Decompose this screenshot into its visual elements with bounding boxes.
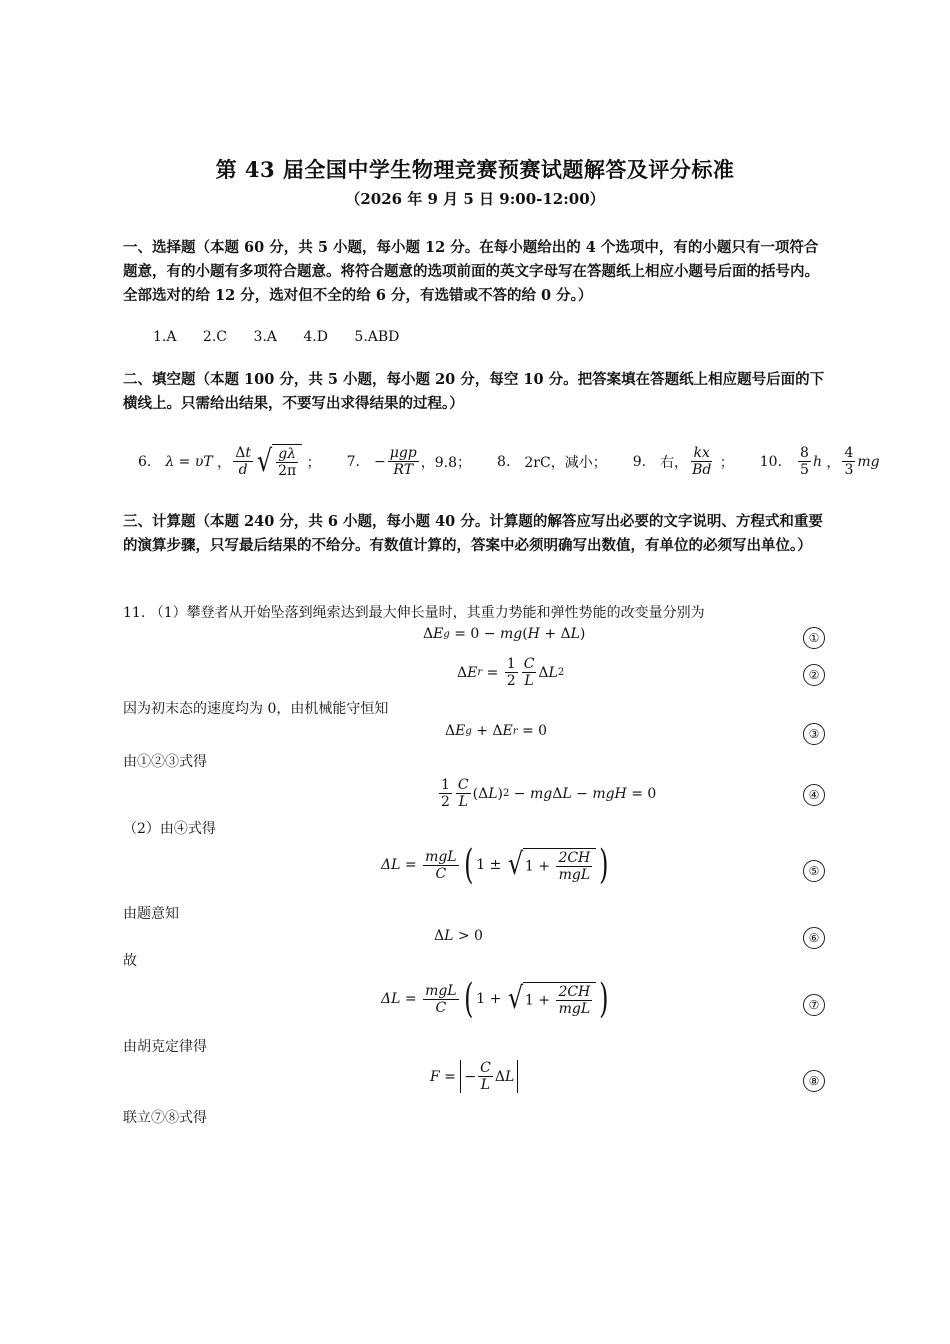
eq-number-6: ⑥: [803, 927, 825, 949]
section2-instructions: 二、填空题（本题 100 分，共 5 小题，每小题 20 分，每空 10 分。把答案填在答题纸上相应题号后面的下横线上。只需给出结果，不要写出求得结果的过程。）: [123, 371, 825, 412]
page-title: 第 43 届全国中学生物理竞赛预赛试题解答及评分标准: [215, 157, 735, 182]
therefore-text: 故: [123, 953, 137, 969]
problem11-intro: 11. （1）攀登者从开始坠落到绳索达到最大伸长量时，其重力势能和弹性势能的改变量分别为: [123, 605, 705, 621]
section1-answers: [153, 329, 421, 345]
eq-number-3: ③: [803, 723, 825, 745]
equation-5: ΔL = $\frac{\text{mgL}}{C}$ ( 1 ± √ 1 + $\frac{2CH}{\text{mgL}}$ ): [381, 842, 609, 888]
equation-6: Δ L > 0: [434, 928, 483, 944]
eq-number-4: ④: [803, 784, 825, 806]
answer-2: 2.C: [202, 329, 227, 345]
section1-instructions: 一、选择题（本题 60 分，共 5 小题，每小题 12 分。在每小题给出的 4 个选项中，有的小题只有一项符合题意，有的小题有多项符合题意。将符合题意的选项前面的英文字母写在答题纸上相应小题号后面的括号内。全部选对的给 12 分，选对但不全的给 6 分，有选错或不答的给 0 分。）: [123, 239, 819, 304]
equation-4: $\frac{1}{2}$ $\frac{C}{L}$ (Δ L ) 2 − mg Δ L − mgH = 0: [441, 777, 657, 810]
energy-conservation-text: 因为初末态的速度均为 0，由机械能守恒知: [123, 701, 389, 717]
answer-9: 9. 右， $\frac{kx}{Bd}$ ；: [632, 445, 734, 478]
eq-number-1: ①: [803, 627, 825, 649]
known-text: 由题意知: [123, 906, 179, 922]
equation-3: Δ E g + Δ E r = 0: [445, 723, 548, 739]
eq-number-5: ⑤: [803, 860, 825, 882]
eq-number-7: ⑦: [803, 994, 825, 1016]
equation-2: Δ E r = $\frac{1}{2}$ $\frac{C}{L}$ Δ L 2: [457, 656, 565, 689]
combine-text: 联立⑦⑧式得: [123, 1110, 207, 1126]
hooke-text: 由胡克定律得: [123, 1039, 207, 1055]
equation-7: ΔL = $\frac{\text{mgL}}{C}$ ( 1 + √ 1 + $\frac{2CH}{\text{mgL}}$ ): [381, 976, 609, 1022]
answer-6: 6. λ = υT ， $\frac{\Delta t}{d}$ √ $\frac{g\lambda}{2\pi}$ ；: [138, 443, 321, 479]
fill-answers: [138, 444, 906, 479]
exam-date: （2026 年 9 月 5 日 9:00-12:00）: [345, 190, 605, 208]
answer-3: 3.A: [253, 329, 277, 345]
answer-4: 4.D: [303, 329, 328, 345]
equation-8: F = − $\frac{C}{L}$ Δ L: [430, 1060, 518, 1093]
eq-number-8: ⑧: [803, 1070, 825, 1092]
from-123-text: 由①②③式得: [123, 754, 207, 770]
answer-1: 1.A: [153, 329, 177, 345]
part2-text: （2）由④式得: [123, 821, 216, 837]
section3-instructions: 三、计算题（本题 240 分，共 6 小题，每小题 40 分。计算题的解答应写出必要的文字说明、方程式和重要的演算步骤，只写最后结果的不给分。有数值计算的，答案中必须明确写出数值，有单位的必须写出单位。）: [123, 513, 823, 554]
answer-8: 8. 2rC，减小；: [497, 453, 607, 471]
answer-7: 7. − $\frac{\text{μgp}}{RT}$ ，9.8；: [346, 445, 472, 478]
answer-5: 5.ABD: [354, 329, 400, 345]
eq-number-2: ②: [803, 664, 825, 686]
answer-10: 10. $\frac{8}{5}$ h ， $\frac{4}{3}$ mg: [759, 445, 880, 478]
equation-1: Δ E g = 0 − mg ( H + Δ L ): [423, 626, 586, 642]
